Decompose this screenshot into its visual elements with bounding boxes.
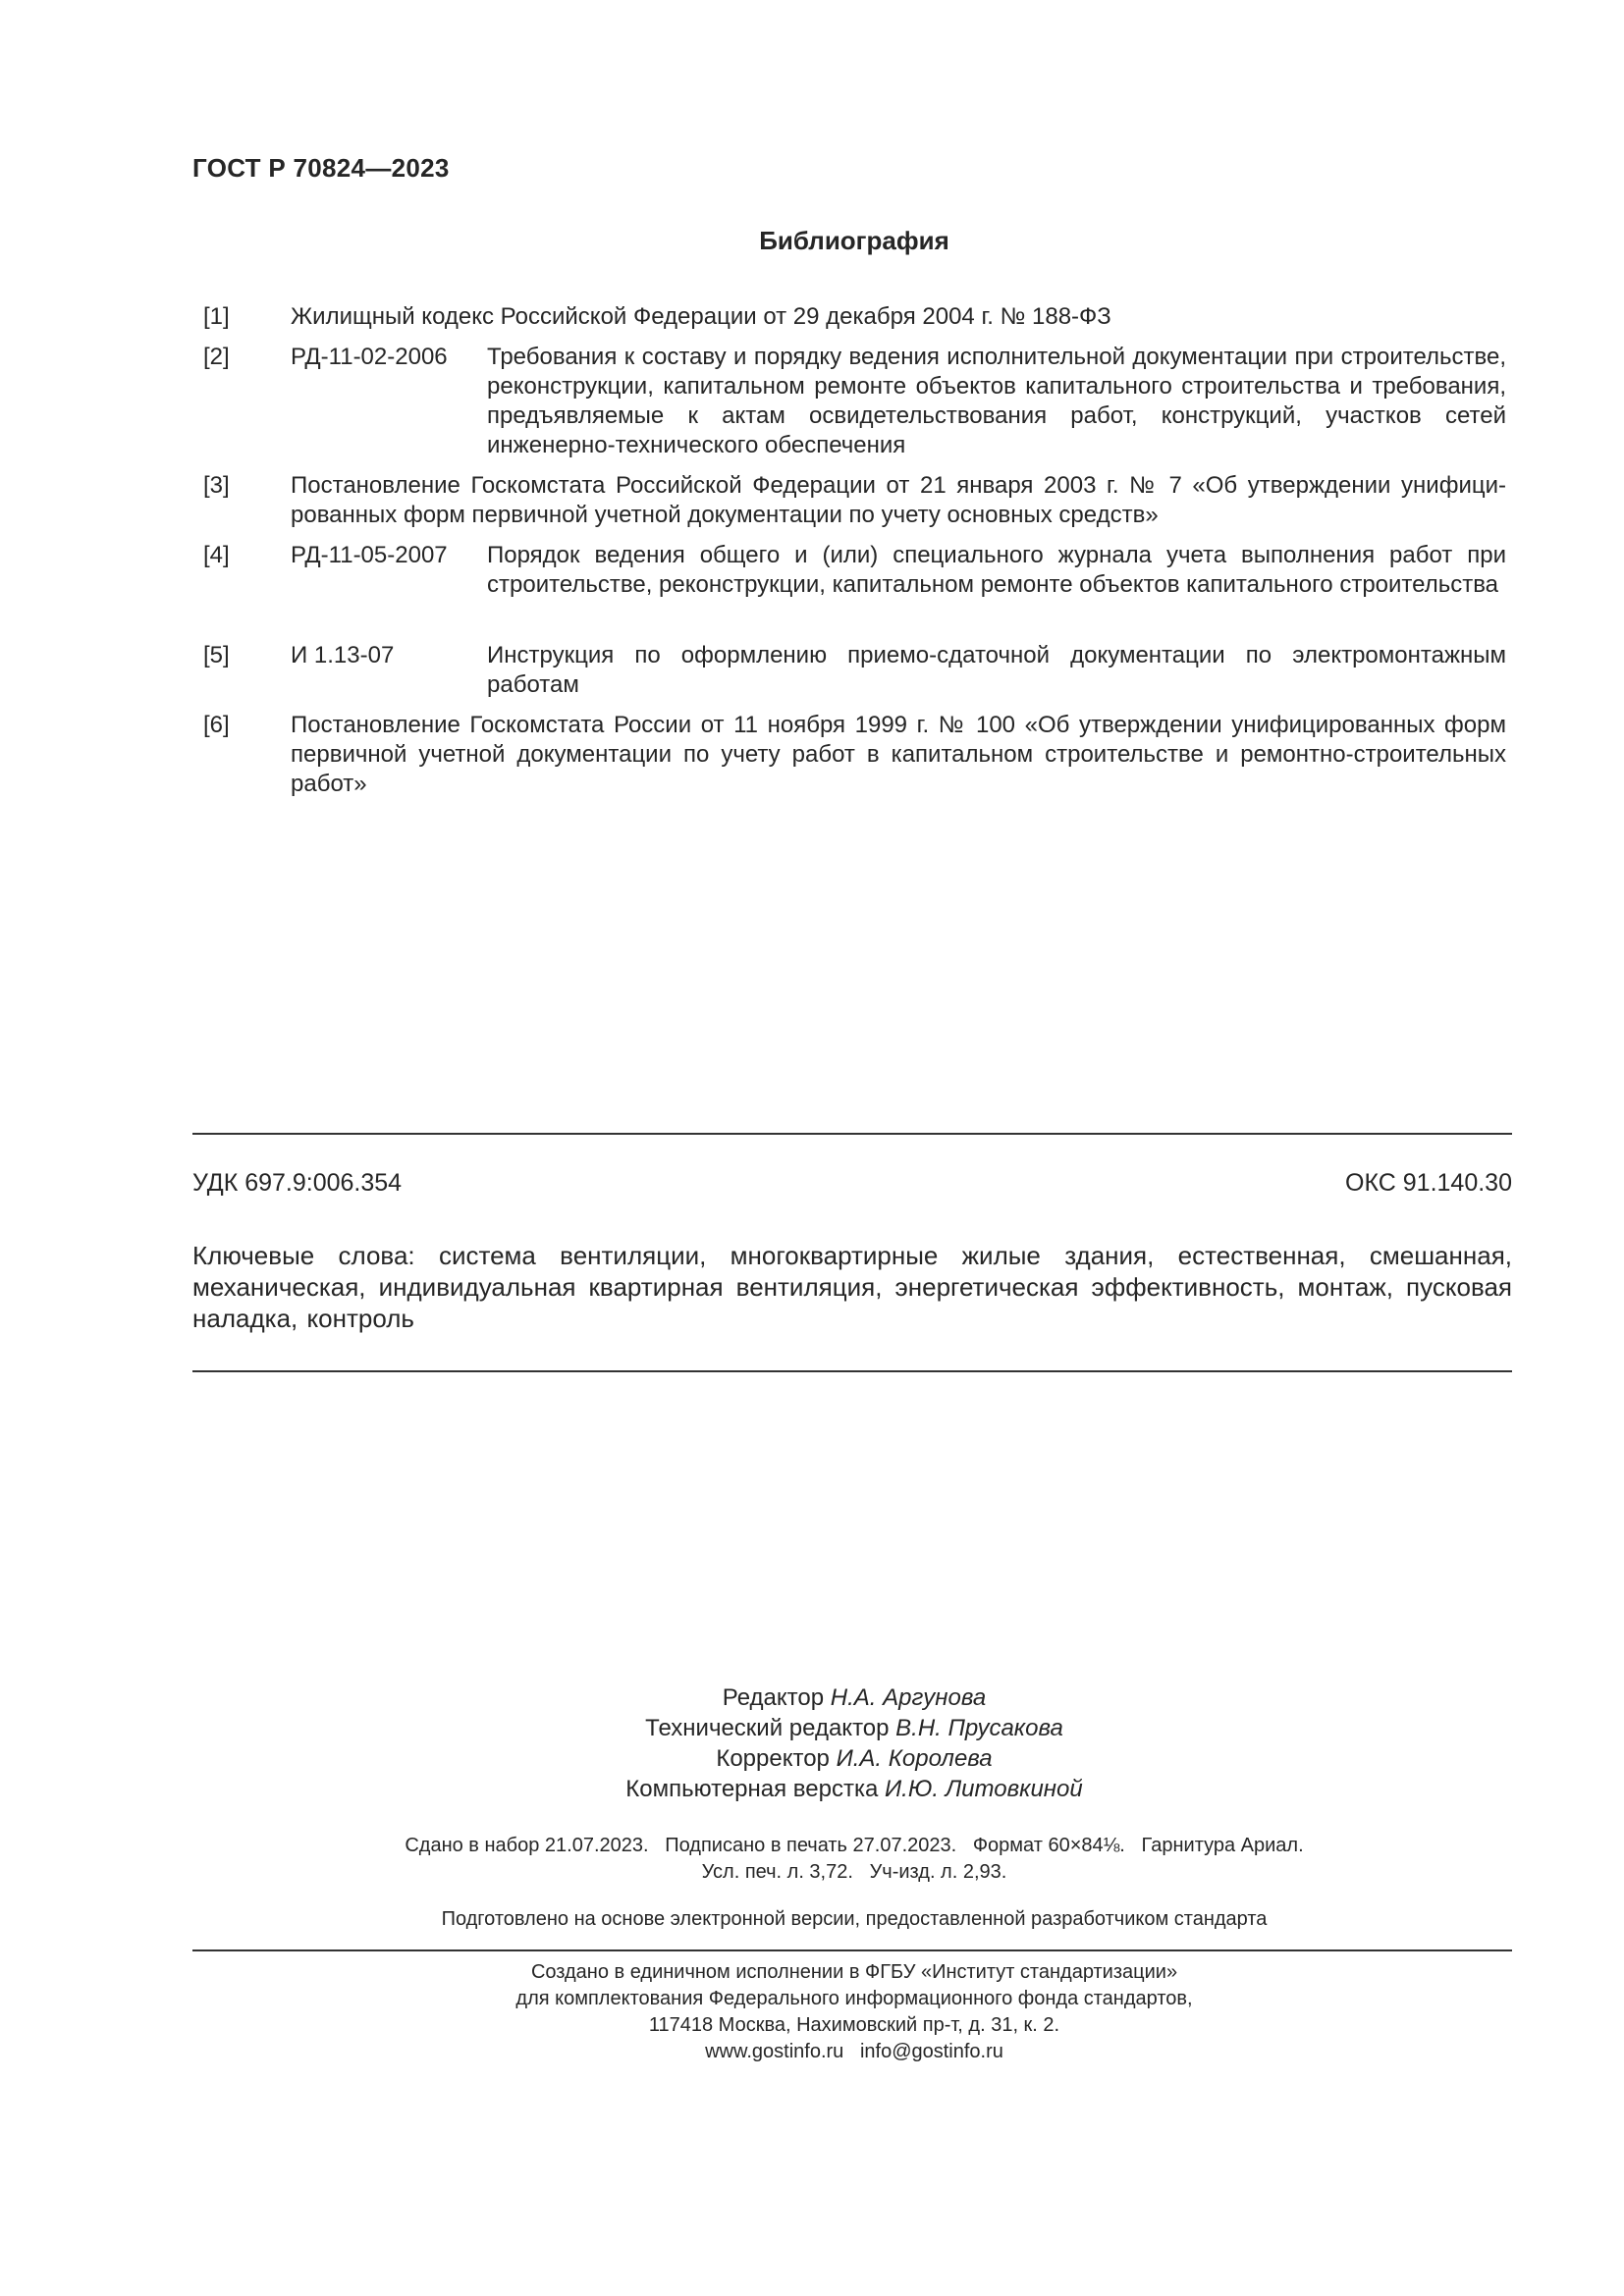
bib-entry-6-text: Постановление Госкомстата России от 11 ноября 1999 г. № 100 «Об утверждении унифицированных форм первичной учетной документации по учету работ в капитальном строительстве и ремонтно-строительных работ»: [291, 712, 1506, 797]
divider-bottom: [192, 1949, 1512, 1951]
credit-proofreader: Корректор И.А. Королева: [716, 1745, 993, 1772]
footer-line2: для комплектования Федерального информационного фонда стандартов,: [515, 1988, 1193, 2009]
prepared-note: Подготовлено на основе электронной версии, предоставленной разработчиком стандарта: [441, 1908, 1268, 1930]
keywords: Ключевые слова: система вентиляции, многоквартирные жилые здания, естественная, смешанная, механическая, индивидуальная квартирная вентиляция, энергетическая эффективность, монтаж, пусковая наладка, контроль: [192, 1241, 1512, 1333]
bib-entry-2-number: [2]: [203, 344, 230, 370]
credits-block: [0, 1682, 1624, 1804]
print-info-line1: Сдано в набор 21.07.2023. Подписано в печать 27.07.2023. Формат 60×84⅛. Гарнитура Ариал.: [405, 1835, 1304, 1856]
footer-line3: 117418 Москва, Нахимовский пр-т, д. 31, к. 2.: [648, 2014, 1060, 2036]
print-info-line2: Усл. печ. л. 3,72. Уч-изд. л. 2,93.: [701, 1861, 1007, 1883]
oks-code: ОКС 91.140.30: [1345, 1169, 1512, 1197]
bib-entry-5-code: И 1.13-07: [291, 642, 395, 668]
bib-entry-6-number: [6]: [203, 712, 230, 738]
bib-entry-1-number: [1]: [203, 303, 230, 330]
bib-entry-2-code: РД-11-02-2006: [291, 344, 448, 370]
divider-top: [192, 1133, 1512, 1135]
udk-code: УДК 697.9:006.354: [192, 1169, 403, 1197]
bib-entry-4-code: РД-11-05-2007: [291, 542, 448, 568]
bib-entry-4-number: [4]: [203, 542, 230, 568]
credit-editor: Редактор Н.А. Аргунова: [722, 1684, 987, 1711]
divider-middle: [192, 1370, 1512, 1372]
bib-entry-3-text: Постановление Госкомстата Российской Федерации от 21 января 2003 г. № 7 «Об утверждении унифицированных форм первичной учетной документации по учету основных средств»: [291, 472, 1506, 528]
bib-entry-5-number: [5]: [203, 642, 230, 668]
bib-entry-5-text: Инструкция по оформлению приемо-сдаточной документации по электромонтажным работам: [487, 642, 1506, 698]
document-code: ГОСТ Р 70824—2023: [192, 153, 450, 183]
credit-tech-editor: Технический редактор В.Н. Прусакова: [645, 1715, 1063, 1741]
bibliography-title: Библиография: [759, 226, 949, 255]
credit-layout: Компьютерная верстка И.Ю. Литовкиной: [625, 1776, 1083, 1802]
bib-entry-3-number: [3]: [203, 472, 230, 499]
bib-entry-2-text: Требования к составу и порядку ведения исполнительной документации при строительстве, реконструкции, капитальном ремонте объектов капитального строительства и требования, предъявляемые к актам освидетельствования работ, конструкций, участков сетей инженерно-технического обеспечения: [487, 344, 1506, 458]
footer-line4: www.gostinfo.ru info@gostinfo.ru: [705, 2041, 1003, 2062]
footer-line1: Создано в единичном исполнении в ФГБУ «Институт стандартизации»: [530, 1961, 1178, 1983]
bib-entry-4-text: Порядок ведения общего и (или) специального журнала учета выполнения работ при строительстве, реконструкции, капитальном ремонте объектов капитального строительства: [487, 542, 1506, 598]
bib-entry-1-text: Жилищный кодекс Российской Федерации от 29 декабря 2004 г. № 188-ФЗ: [291, 303, 1111, 330]
